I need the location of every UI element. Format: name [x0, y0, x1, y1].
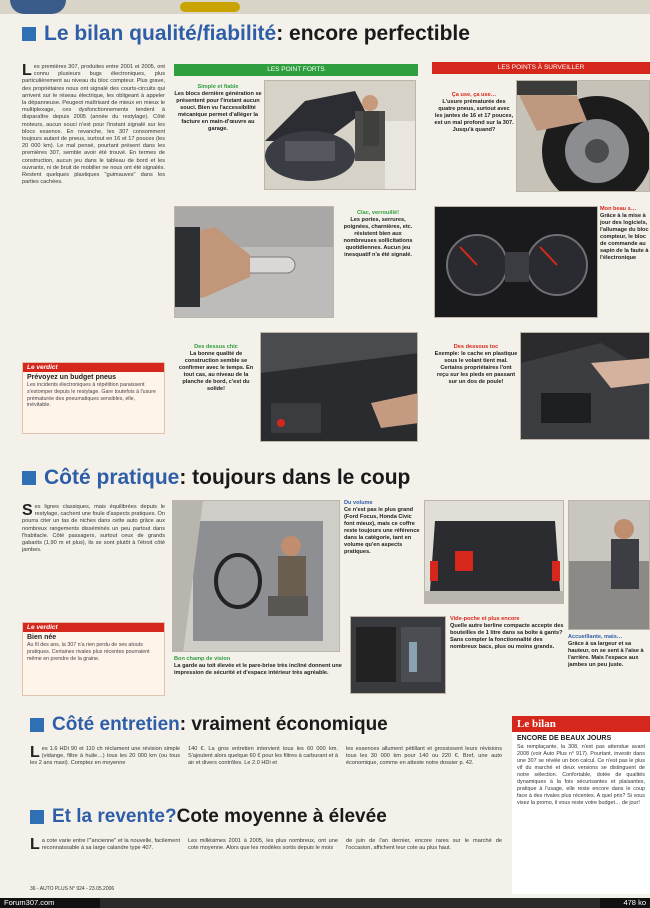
under-wheel-photo: [520, 332, 650, 440]
section-heading-maintenance: [30, 714, 388, 736]
watermark-left: Forum307.com: [0, 898, 100, 908]
verdict-label: Le verdict: [23, 363, 164, 372]
caption-beau: Mon beau s… Grâce à la mise à jour des logiciels, l'allumage du bloc compteur, le bloc de commande au sapin de la faute à l'électronique: [600, 206, 649, 261]
verdict-label: Le verdict: [23, 623, 164, 632]
strong-points-band: LES POINT FORTS: [174, 64, 418, 76]
heading-blue: Le bilan qualité/fiabilité: [44, 22, 277, 45]
caption-dessus: Des dessus chic La bonne qualité de construction semble se confirmer avec le temps. En tout cas, au niveau de la planche de bord, c'est du solide!: [178, 344, 254, 392]
maintenance-col-3: les essences allument pétillant et grossissent leurs révisions tous les 30 000 km pour 140 ou 220 €. Bref, une auto économique, comme en atteste notre dossier p. 42.: [346, 746, 502, 767]
square-bullet-icon: [30, 718, 44, 732]
section-heading-resale: [30, 806, 387, 828]
square-bullet-icon: [30, 810, 44, 824]
verdict-box-practical: [22, 622, 165, 696]
practical-article-text: Ses lignes classiques, mais équilibrées depuis le restylage, cachent une foule d'aspects pratiques. On pourra citer un tas de niches dans cette auto grâce aux nombreux rangements disséminés un peu partout dans l'habitacle. Côté passagers, surtout ceux de grands gabarits (1,90 m et plus), ils se sont plutôt à l'étroit côté jambes.: [22, 504, 165, 554]
quality-article-text: Les premières 307, produites entre 2001 et 2005, ont connu plusieurs bugs électroniques, plus particulièrement au niveau du bloc compteur. Plus grave, des propriétaires nous ont signalé des courts-circuits qui arrivent sur le réseau électrique, les obligeant à appeler la dépanneuse. Peugeot maîtrisant de mieux en mieux le multiplexage, ces dysfonctionnements tendent à disparaître depuis 2005 (année du restylage). Côté moteurs, aucun souci n'est pour l'instant signalé sur les blocs essence. En revanche, les 307 consomment toujours autant de pneus, surtout en 16 et 17 pouces (les 20 000 km). Le mal pensé, pourtant présent dans les premières 307, semble avoir été trouvé. En termes de construction, aucun jeu dans le tableau de bord et les ouvrants, ni de bruit de mobilier ne nous ont été signalés. Restent quelques plastiques "guimauves" dans les parties cachées.: [22, 64, 165, 186]
caption-simple: Simple et fiable Les blocs dernière génération se présentent pour l'instant aucun souci. Bien vu l'accessibilité mécanique permet d'alléger la facture en main-d'œuvre au garage.: [174, 84, 262, 132]
caption-vision: Bon champ de vision La garde au toit élevée et le pare-brise très incliné donnent une impression de sécurité et d'espace intérieur très agréable.: [174, 656, 342, 676]
bilan-title: ENCORE DE BEAUX JOURS: [517, 735, 612, 742]
tire-photo: [516, 80, 650, 192]
dashboard-plastic-photo: [260, 332, 418, 442]
engine-photo: [264, 80, 416, 190]
top-strip: [0, 0, 650, 14]
rear-seat-photo: [568, 500, 650, 630]
caption-volume: Du volume Ce n'est pas le plus grand (Ford Focus, Honda Civic font mieux), mais ce coffre reste toujours une référence dans la catégorie, tant en volume qu'en aspects pratiques.: [344, 500, 420, 555]
glovebox-photo: [350, 616, 446, 694]
heading-black: : vraiment économique: [179, 714, 388, 735]
bilan-header: Le bilan: [512, 716, 650, 732]
caption-clac: Clac, verrouillé! Les portes, serrures, poignées, charnières, etc. résistent bien aux nombreuses sollicitations quotidiennes. Aucun jeu inesquatif n'a été signalé.: [343, 210, 413, 258]
heading-blue: Côté entretien: [52, 714, 180, 735]
watermark-right: 478 ko: [600, 898, 650, 908]
verdict-box-quality: [22, 362, 165, 434]
heading-black: : encore perfectible: [276, 22, 470, 45]
section-heading-practical: [22, 466, 410, 490]
caption-accueil: Accueillante, mais… Grâce à sa largeur et sa hauteur, on se sent à l'aise à l'arrière. Mais l'espace aux jambes un peu juste.: [568, 634, 644, 668]
heading-blue: Côté pratique: [44, 466, 180, 489]
verdict-body: Les incidents électroniques à répétition paraissent s'estomper depuis le restylage. Gare toutefois à l'usure prématurée des pneumatiques sensibles, elle, inévitable.: [27, 382, 156, 409]
square-bullet-icon: [22, 27, 36, 41]
square-bullet-icon: [22, 471, 36, 485]
door-handle-photo: [174, 206, 334, 318]
dashboard-photo: [434, 206, 598, 318]
trunk-photo: [424, 500, 564, 604]
resale-col-2: Les millésimes 2001 à 2005, les plus nombreux, ont une cote moyenne. Alors que les modèles sortis depuis le mois: [188, 838, 338, 852]
watch-points-band: LES POINTS À SURVEILLER: [432, 62, 650, 74]
verdict-body: Au fil des ans, la 307 n'a rien perdu de ses atouts pratiques. Certaines rivales plus récentes pourraient même en prendre de la graine.: [27, 642, 150, 662]
resale-col-3: de juin de l'an dernier, encore rares sur le marché de l'occasion, affichent leur cote au plus haut.: [346, 838, 502, 852]
section-heading-quality: [22, 22, 470, 46]
caption-dessous: Des dessous toc Exemple: le cache en plastique sous le volant tient mal. Certains propriétaires l'ont reçu sur les pieds en passant sur un dos de poule!: [434, 344, 518, 385]
caption-usure: Ça use, ça use… L'usure prématurée des quatre pneus, surtout avec les jantes de 16 et 17 pouces, est un mal profond sur la 307. Jusqu'à quand?: [434, 92, 514, 133]
verdict-title: Prévoyez un budget pneus: [27, 374, 117, 381]
verdict-title: Bien née: [27, 634, 57, 641]
heading-black: : toujours dans le coup: [179, 466, 411, 489]
heading-black: Cote moyenne à élevée: [176, 806, 387, 827]
bilan-box: [512, 716, 650, 894]
caption-poche: Vide-poche et plus encore Quelle autre berline compacte accepte des bouteilles de 1 litre dans sa boîte à gants? Sans compter la fonctionnalité des nombreux bacs, plus ou moins grands.: [450, 616, 564, 650]
bilan-body: Sa remplaçante, la 308, n'est pas attendue avant 2008 (voir Auto Plus n° 917). Pourtant, investir dans une 307 se révèle un bon calcul. Ce n'est pas le plus vif du marché et deux versions se distinguent de notre sélection. Confortable, dotée de qualités dynamiques à la fois sécurisantes et plaisantes, pratique à l'usage, elle reste encore dans le coup face à des rivales plus récentes. A quel prix? Si vous visez la promo, il vous reste votre budget… de jour!: [517, 744, 645, 806]
maintenance-col-1: Les 1.6 HDi 90 et 110 ch réclament une révision simple (vidange, filtre à huile…) tous les 20 000 km (ou tous les 2 ans maxi). Comptez en moyenne: [30, 746, 180, 767]
heading-blue: Et la revente?: [52, 806, 177, 827]
resale-col-1: La cote varie entre l'"ancienne" et la nouvelle, facilement reconnaissable à sa large calandre type 407.: [30, 838, 180, 853]
driver-seat-photo: [172, 500, 340, 652]
maintenance-col-2: 140 €. La gros entretien intervient tous les 60 000 km. S'ajoutent alors quelque 60 € pour les filtres à carburant et à air et divers contrôles. Le 2.0 HDi et: [188, 746, 338, 767]
page-footer: 36 - AUTO PLUS N° 924 - 23.05.2006: [30, 886, 115, 892]
